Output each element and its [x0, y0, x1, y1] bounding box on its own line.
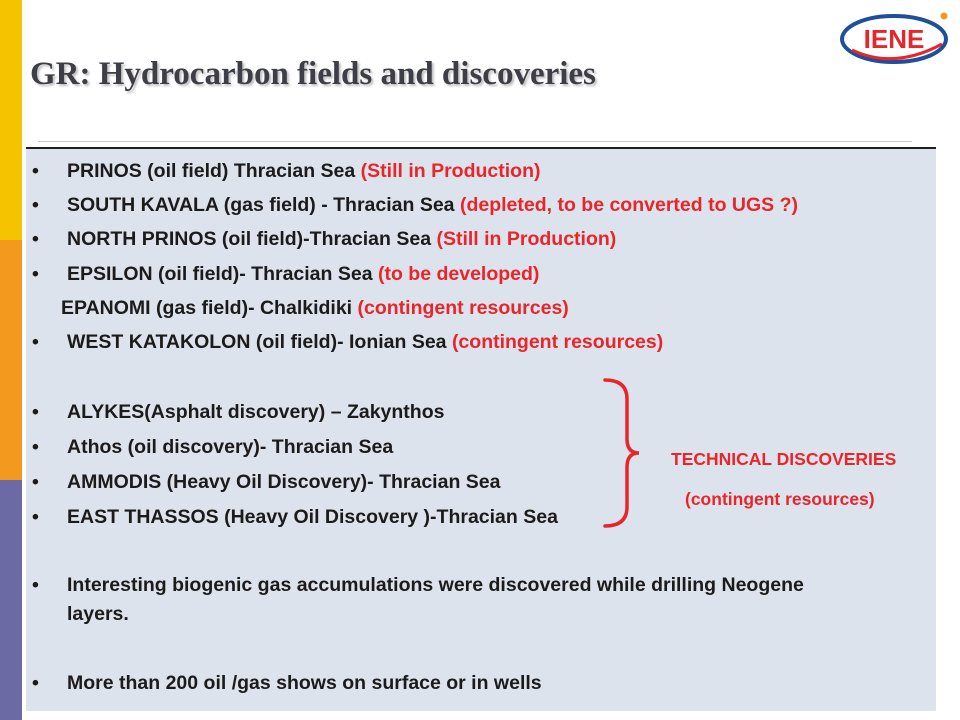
bullet: •: [32, 263, 39, 285]
item-text: PRINOS (oil field) Thracian Sea: [67, 160, 361, 182]
item-text: Interesting biogenic gas accumulations were discovered while drilling Neogene: [67, 574, 804, 596]
technical-discoveries-subtitle: (contingent resources): [685, 489, 875, 509]
bullet: •: [32, 228, 39, 250]
curly-bracket-icon: [601, 377, 641, 529]
bullet: •: [32, 160, 39, 182]
item-text: More than 200 oil /gas shows on surface or in wells: [67, 672, 542, 694]
technical-discoveries-label: TECHNICAL DISCOVERIES: [671, 449, 897, 469]
bullet: •: [32, 574, 39, 596]
title-divider: [38, 141, 912, 142]
item-text: SOUTH KAVALA (gas field) - Thracian Sea: [67, 194, 460, 216]
item-note: (Still in Production): [436, 228, 617, 250]
item-text: EAST THASSOS (Heavy Oil Discovery )-Thracian Sea: [67, 506, 558, 528]
iene-logo-icon: [838, 6, 956, 68]
item-text: WEST KATAKOLON (oil field)- Ionian Sea: [67, 331, 452, 353]
side-bar-yellow: [0, 0, 22, 240]
item-text: ALYKES(Asphalt discovery) – Zakynthos: [67, 401, 445, 423]
item-note: (to be developed): [377, 263, 540, 285]
logo-text: IENE: [863, 24, 925, 54]
page-title: GR: Hydrocarbon fields and discoveries: [30, 56, 596, 92]
bullet: •: [32, 331, 39, 353]
bullet: •: [32, 471, 39, 493]
item-text: NORTH PRINOS (oil field)-Thracian Sea: [67, 228, 437, 250]
bullet: •: [32, 672, 39, 694]
bullet: •: [32, 401, 39, 423]
item-note: (contingent resources): [451, 331, 664, 353]
content-panel: [26, 147, 936, 711]
side-bar-purple: [0, 480, 22, 720]
item-note: (depleted, to be converted to UGS ?): [459, 194, 798, 216]
item-note: (contingent resources): [357, 297, 569, 319]
iene-logo: [838, 6, 956, 68]
item-text: EPSILON (oil field)- Thracian Sea: [67, 263, 378, 285]
bullet: •: [32, 436, 39, 458]
bullet: •: [32, 194, 39, 216]
item-text: AMMODIS (Heavy Oil Discovery)- Thracian Sea: [67, 471, 501, 493]
item-note: (Still in Production): [360, 160, 541, 182]
item-text: Athos (oil discovery)- Thracian Sea: [67, 436, 394, 458]
bullet: •: [32, 506, 39, 528]
side-bar-orange: [0, 240, 22, 480]
item-text: EPANOMI (gas field)- Chalkidiki: [61, 297, 358, 319]
item-text-line2: layers.: [67, 603, 129, 625]
